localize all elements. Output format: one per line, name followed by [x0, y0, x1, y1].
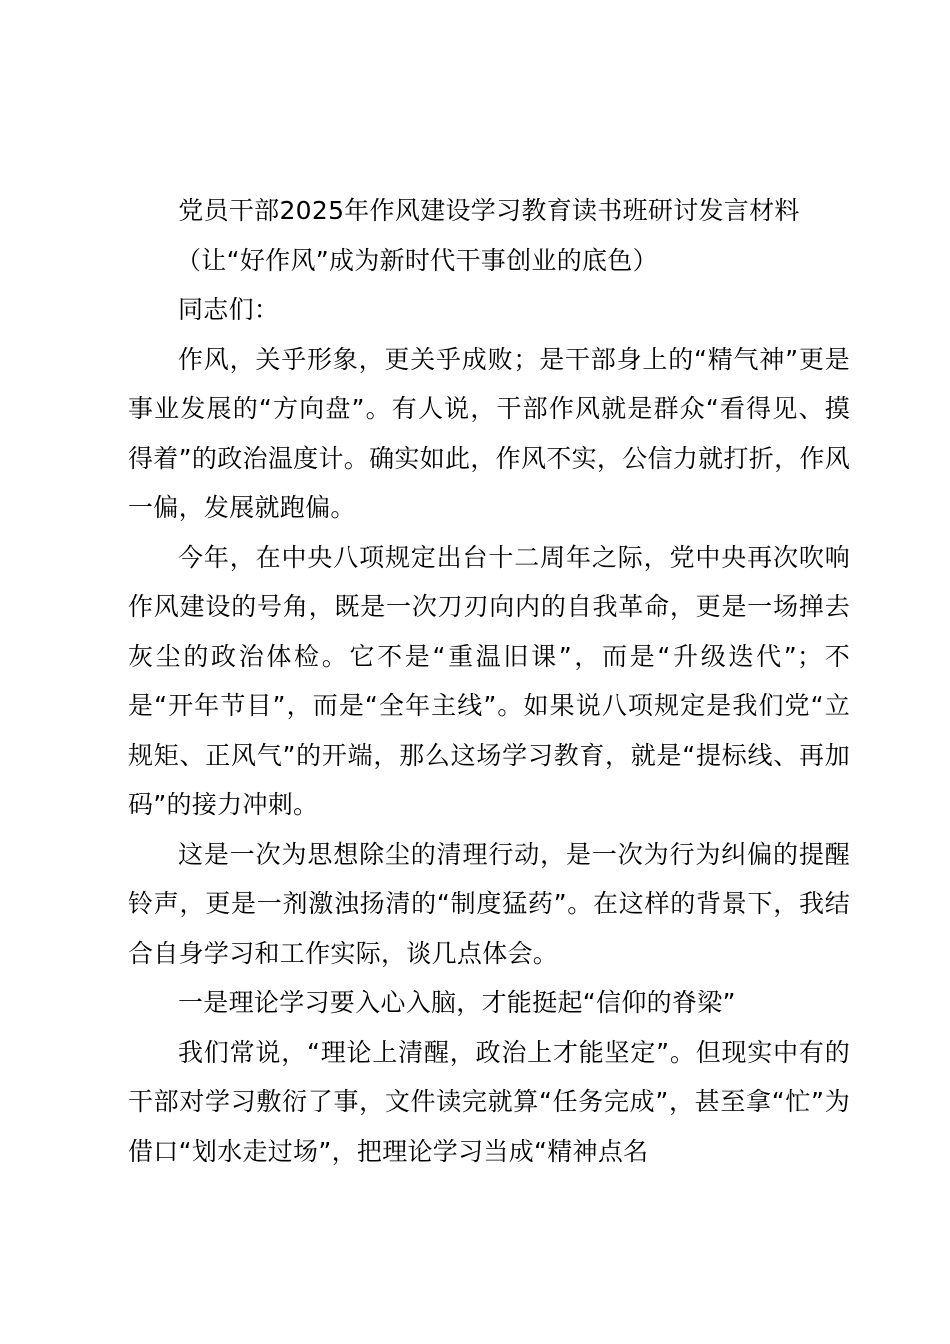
document-title: 党员干部2025年作风建设学习教育读书班研讨发言材料	[178, 196, 800, 225]
paragraph-2: 今年，在中央八项规定出台十二周年之际，党中央再次吹响作风建设的号角，既是一次刀刃向内的自我革命，更是一场掸去灰尘的政治体检。它不是“重温旧课”，而是“升级迭代”；不是“开年节目”，而是“全年主线”。如果说八项规定是我们党“立规矩、正风气”的开端，那么这场学习教育，就是“提标线、再加码”的接力冲刺。	[128, 542, 850, 819]
salutation: 同志们：	[178, 295, 280, 324]
paragraph-1: 作风，关乎形象，更关乎成败；是干部身上的“精气神”更是事业发展的“方向盘”。有人说，干部作风就是群众“看得见、摸得着”的政治温度计。确实如此，作风不实，公信力就打折，作风一偏，发展就跑偏。	[128, 344, 850, 522]
paragraph-3: 这是一次为思想除尘的清理行动，是一次为行为纠偏的提醒铃声，更是一剂激浊扬清的“制度猛药”。在这样的背景下，我结合自身学习和工作实际，谈几点体会。	[128, 839, 850, 968]
section-heading: 一是理论学习要入心入脑，才能挺起“信仰的脊梁”	[178, 988, 736, 1017]
section-paragraph: 我们常说，“理论上清醒，政治上才能坚定”。但现实中有的干部对学习敷衍了事，文件读完就算“任务完成”，甚至拿“忙”为借口“划水走过场”，把理论学习当成“精神点名	[128, 1037, 850, 1166]
document-body	[128, 186, 850, 1176]
document-subtitle: （让“好作风”成为新时代干事创业的底色）	[176, 245, 658, 275]
